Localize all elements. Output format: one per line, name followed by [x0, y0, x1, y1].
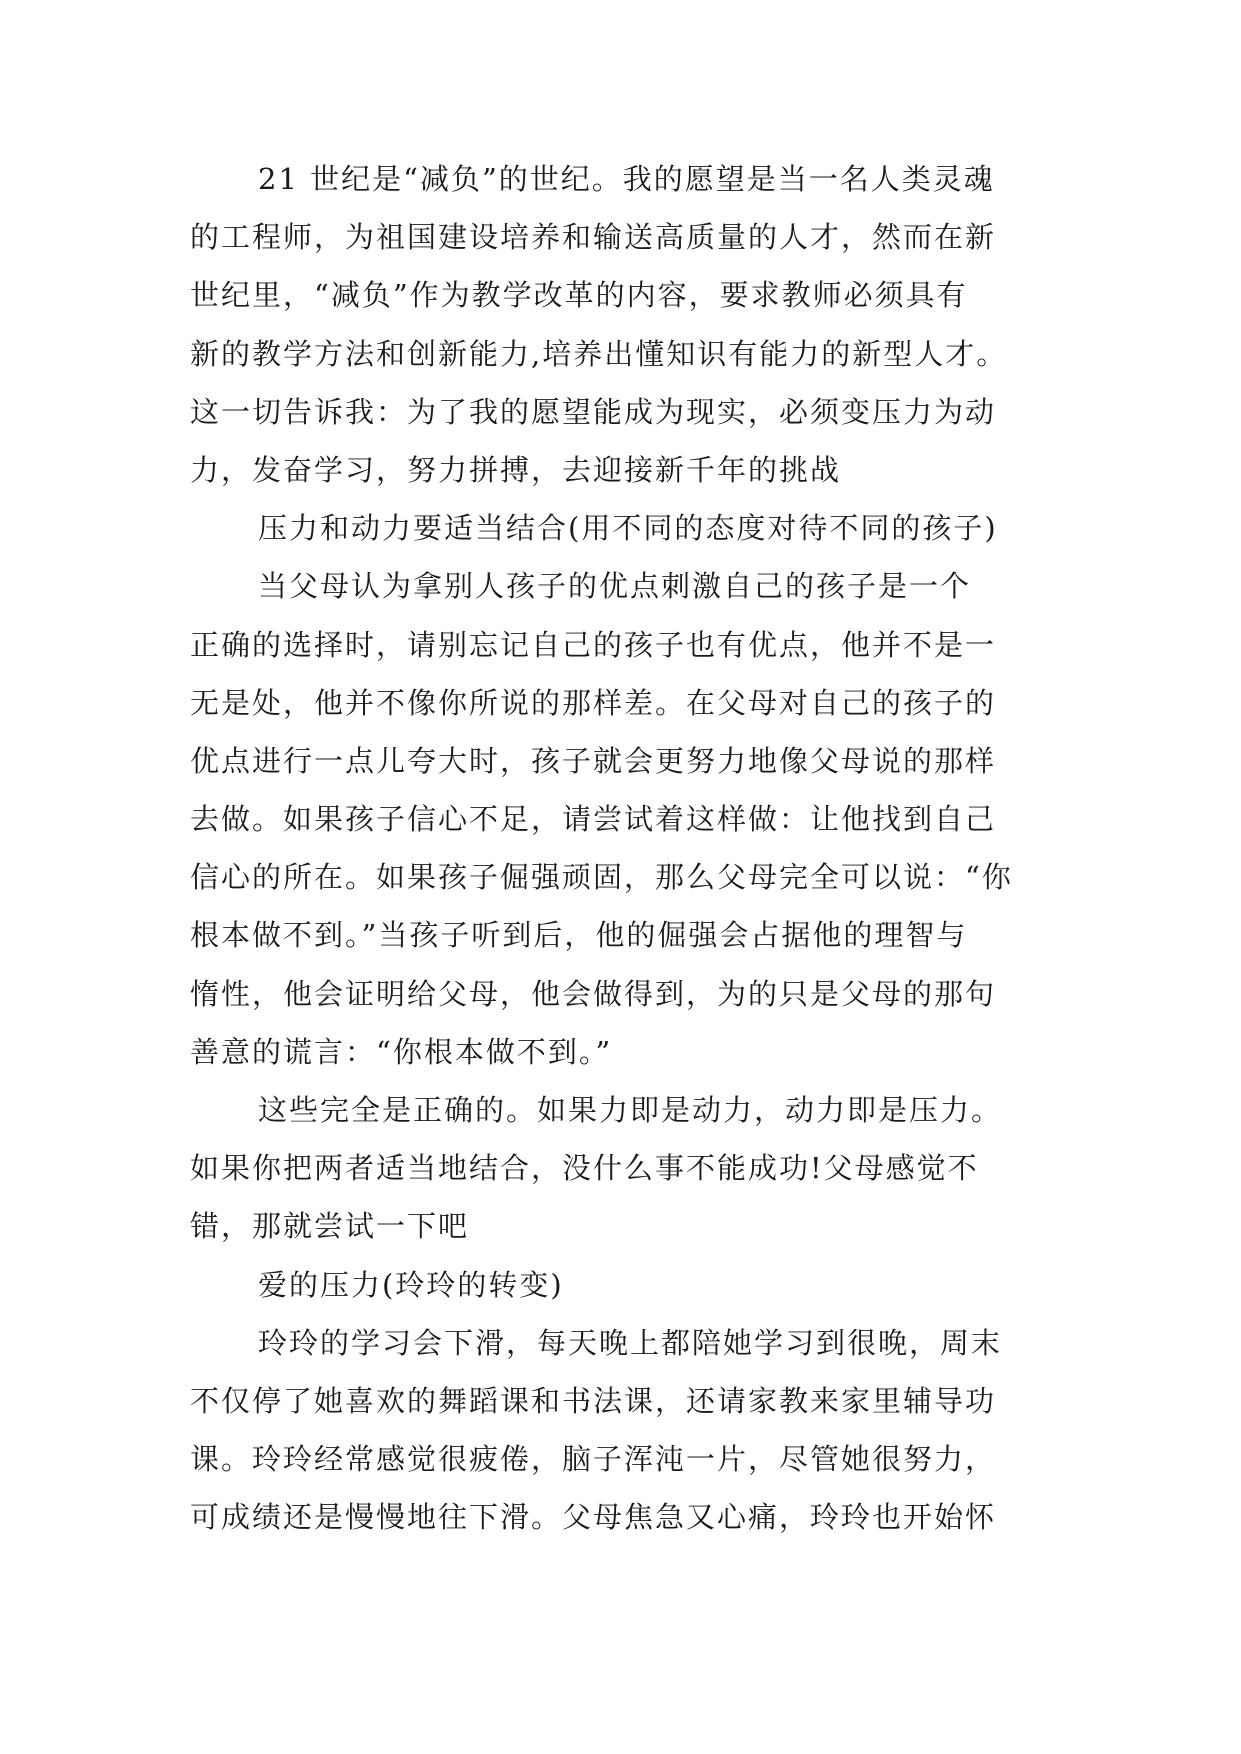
text-line: 惰性，他会证明给父母，他会做得到，为的只是父母的那句 — [190, 976, 997, 1011]
text-line: 正确的选择时，请别忘记自己的孩子也有优点，他并不是一 — [190, 627, 997, 662]
text-line: 力，发奋学习，努力拼搏，去迎接新千年的挑战 — [190, 452, 842, 487]
section-heading: 爱的压力(玲玲的转变) — [258, 1267, 564, 1302]
text-line: 错，那就尝试一下吧 — [190, 1209, 470, 1244]
text-line: 不仅停了她喜欢的舞蹈课和书法课，还请家教来家里辅导功 — [190, 1383, 997, 1418]
text-line: 玲玲的学习会下滑，每天晚上都陪她学习到很晚，周末 — [258, 1325, 1003, 1360]
text-line: 这一切告诉我：为了我的愿望能成为现实，必须变压力为动 — [190, 394, 997, 429]
text-line: 根本做不到。”当孩子听到后，他的倔强会占据他的理智与 — [190, 918, 968, 953]
text-line: 课。玲玲经常感觉很疲倦，脑子浑沌一片，尽管她很努力， — [190, 1442, 997, 1477]
text-line: 如果你把两者适当地结合，没什么事不能成功!父母感觉不 — [190, 1151, 979, 1186]
text-line: 信心的所在。如果孩子倔强顽固，那么父母完全可以说：“你 — [190, 860, 1013, 895]
text-line: 21 世纪是“减负”的世纪。我的愿望是当一名人类灵魂 — [258, 162, 995, 196]
document-page — [190, 150, 1060, 1547]
text-line: 当父母认为拿别人孩子的优点刺激自己的孩子是一个 — [258, 569, 972, 604]
text-line: 新的教学方法和创新能力,培养出懂知识有能力的新型人才。 — [190, 336, 1008, 371]
text-line: 优点进行一点儿夸大时，孩子就会更努力地像父母说的那样 — [190, 743, 997, 778]
text-line: 去做。如果孩子信心不足，请尝试着这样做：让他找到自己 — [190, 802, 997, 837]
text-line: 这些完全是正确的。如果力即是动力，动力即是压力。 — [258, 1093, 1003, 1127]
section-heading: 压力和动力要适当结合(用不同的态度对待不同的孩子) — [258, 511, 998, 546]
text-line: 可成绩还是慢慢地往下滑。父母焦急又心痛，玲玲也开始怀 — [190, 1500, 997, 1535]
text-line: 世纪里，“减负”作为教学改革的内容，要求教师必须具有 — [190, 278, 968, 313]
text-line: 的工程师，为祖国建设培养和输送高质量的人才，然而在新 — [190, 220, 997, 255]
text-line: 善意的谎言：“你根本做不到。” — [190, 1034, 613, 1069]
text-line: 无是处，他并不像你所说的那样差。在父母对自己的孩子的 — [190, 685, 997, 720]
